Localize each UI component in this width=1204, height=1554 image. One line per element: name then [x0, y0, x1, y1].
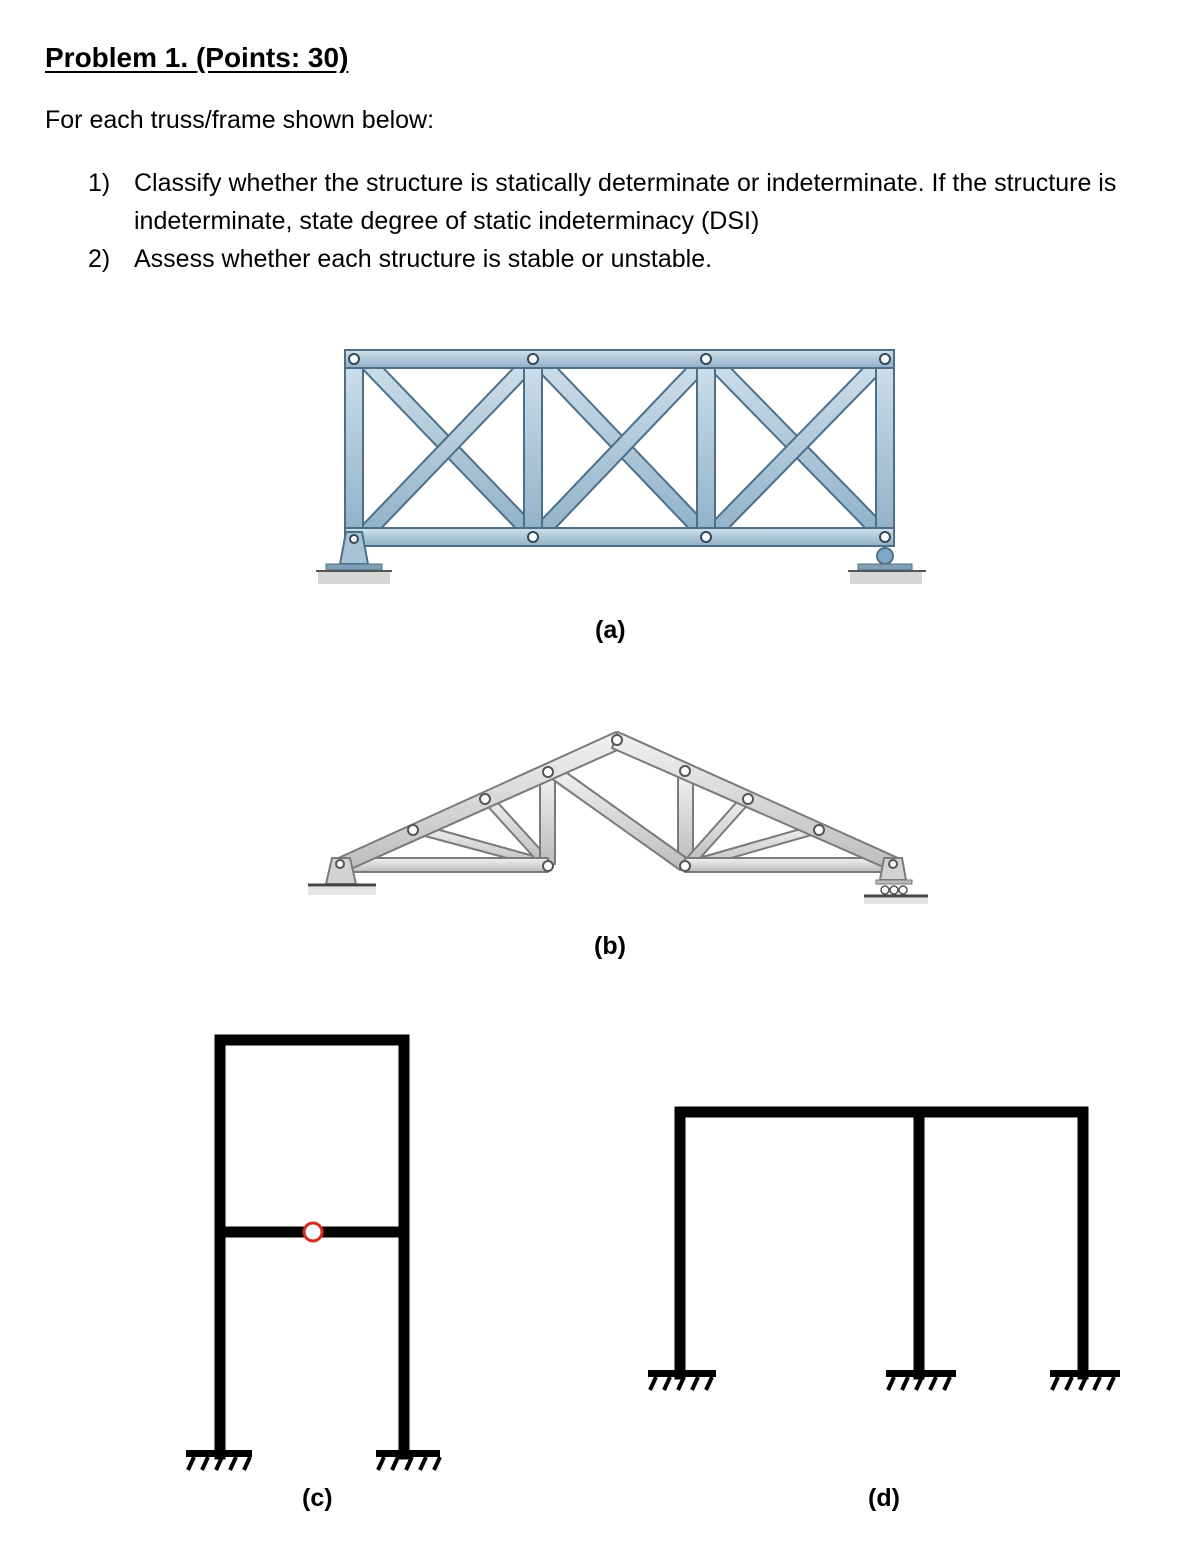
task-number: 2) [88, 245, 111, 273]
frame-d-members [680, 1112, 1083, 1374]
figure-a-caption: (a) [595, 616, 626, 644]
problem-title: Problem 1. (Points: 30) [45, 42, 349, 73]
fixed-support-icon [648, 1370, 716, 1390]
task-text: Classify whether the structure is statically determinate or indeterminate. If the structure is indeterminate, state degree of static indeterminacy (DSI) [134, 169, 1117, 235]
figure-d-caption: (d) [868, 1484, 900, 1512]
task-number: 1) [88, 169, 111, 197]
task-text: Assess whether each structure is stable or unstable. [134, 245, 713, 273]
fixed-support-icon [886, 1370, 956, 1390]
fixed-support-icon [1050, 1370, 1120, 1390]
figure-c-caption: (c) [302, 1484, 333, 1512]
figure-b-caption: (b) [594, 932, 626, 960]
problem-intro: For each truss/frame shown below: [45, 106, 435, 134]
